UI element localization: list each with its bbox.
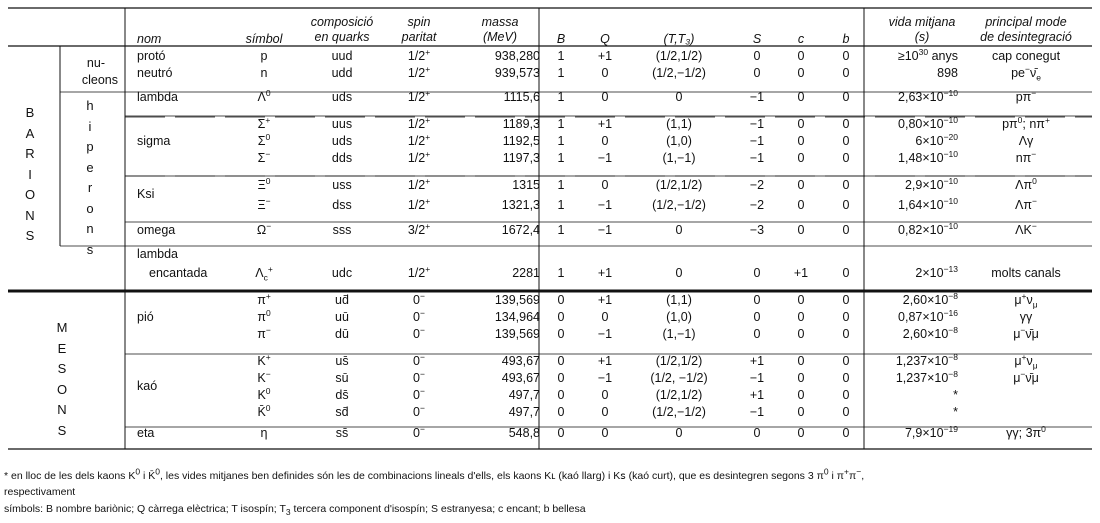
isospin-value: (1/2,1/2) bbox=[655, 354, 703, 368]
bottom-value: 0 bbox=[842, 266, 850, 280]
charge-value: −1 bbox=[597, 371, 613, 385]
decay-mode: Λπ− bbox=[1015, 195, 1037, 212]
isospin-value: (1/2,1/2) bbox=[655, 49, 703, 63]
baryon-number: 1 bbox=[557, 198, 565, 212]
charm-value: 0 bbox=[797, 388, 805, 402]
baryon-number: 1 bbox=[557, 134, 565, 148]
header-simbol: símbol bbox=[245, 32, 283, 46]
isospin-value: (1/2,−1/2) bbox=[652, 198, 706, 212]
header-spin: paritat bbox=[401, 30, 437, 44]
isospin-value: 0 bbox=[675, 223, 683, 237]
decay-mode: pπ− bbox=[1015, 87, 1037, 104]
side-label-mesons: E bbox=[57, 340, 67, 356]
charm-value: 0 bbox=[797, 223, 805, 237]
particle-symbol: η bbox=[260, 426, 268, 440]
bottom-value: 0 bbox=[842, 198, 850, 212]
quark-content: dss bbox=[332, 198, 352, 212]
mass-value: 497,7 bbox=[508, 388, 540, 402]
quark-content: ud̄ bbox=[335, 293, 349, 307]
spin-parity: 0− bbox=[413, 368, 425, 385]
lifetime-value: $0,87\times 10^{-16}$ bbox=[898, 307, 958, 324]
particle-symbol: $\Lambda^0$ bbox=[257, 87, 271, 104]
strangeness-value: 0 bbox=[753, 327, 761, 341]
decay-mode: μ−ν̄μ bbox=[1013, 324, 1039, 341]
side-label-hiperons: e bbox=[86, 159, 94, 175]
particle-symbol: $\Xi^0$ bbox=[257, 175, 271, 192]
header-quarks: composició bbox=[310, 15, 374, 29]
baryon-number: 1 bbox=[557, 151, 565, 165]
header-quarks: en quarks bbox=[314, 30, 370, 44]
mass-value: 497,7 bbox=[508, 405, 540, 419]
particle-symbol: π+ bbox=[257, 290, 271, 307]
strangeness-value: 0 bbox=[753, 310, 761, 324]
lifetime-value: $1,237\times 10^{-8}$ bbox=[895, 368, 958, 385]
side-label-mesons: S bbox=[57, 361, 67, 376]
mass-value: 139,569 bbox=[494, 327, 540, 341]
baryon-number: 1 bbox=[557, 90, 565, 104]
charge-value: +1 bbox=[597, 293, 613, 307]
bottom-value: 0 bbox=[842, 134, 850, 148]
lifetime-value: $0,82\times 10^{-10}$ bbox=[898, 220, 958, 237]
baryon-number: 0 bbox=[557, 371, 565, 385]
isospin-value: (1,1) bbox=[666, 293, 692, 307]
charge-value: +1 bbox=[597, 117, 613, 131]
decay-mode: $\Lambda\pi^0$ bbox=[1015, 175, 1037, 192]
lifetime-value: 898 bbox=[937, 66, 958, 80]
footnote-line: * en lloc de les dels kaons $K^0$ i K̄$^0$, les vides mitjanes ben definides són les de combinacions lineals d'ells, els kaons Kʟ (kaó llarg) i Kꜱ (kaó curt), que es desintegren segons 3 $\pi^0$ i π+π−, bbox=[4, 466, 865, 482]
header-spin: spin bbox=[407, 15, 431, 29]
mass-value: 939,573 bbox=[494, 66, 540, 80]
charm-value: 0 bbox=[797, 371, 805, 385]
spin-parity: 0− bbox=[413, 324, 425, 341]
charm-value: 0 bbox=[797, 117, 805, 131]
spin-parity: 0− bbox=[413, 290, 425, 307]
bottom-value: 0 bbox=[842, 151, 850, 165]
lifetime-value: $2,60\times 10^{-8}$ bbox=[902, 324, 958, 341]
isospin-value: (1,0) bbox=[666, 134, 692, 148]
charge-value: −1 bbox=[597, 198, 613, 212]
spin-parity: 0− bbox=[413, 385, 425, 402]
charge-value: 0 bbox=[601, 178, 609, 192]
side-label-mesons: M bbox=[56, 320, 68, 335]
quark-content: uū bbox=[335, 310, 349, 324]
header-mode: principal mode bbox=[985, 15, 1067, 29]
baryon-number: 1 bbox=[557, 223, 565, 237]
side-label-nucleons: cleons bbox=[81, 73, 118, 87]
baryon-number: 0 bbox=[557, 426, 565, 440]
charm-value: 0 bbox=[797, 134, 805, 148]
quark-content: uds bbox=[331, 134, 353, 148]
isospin-value: (1/2,−1/2) bbox=[652, 66, 706, 80]
spin-parity: 1/2+ bbox=[407, 63, 431, 80]
header-T: (T,T₃) bbox=[663, 32, 695, 46]
lifetime-value: * bbox=[953, 405, 958, 419]
spin-parity: 1/2+ bbox=[407, 263, 431, 280]
decay-mode: γγ; $3\pi^0$ bbox=[1006, 423, 1046, 440]
particle-group-name: omega bbox=[137, 223, 176, 237]
header-S: S bbox=[752, 32, 762, 46]
header-nom: nom bbox=[137, 32, 162, 46]
decay-mode: $pe^-\nū_e$ bbox=[1011, 63, 1041, 83]
strangeness-value: −1 bbox=[749, 405, 765, 419]
quark-content: ds̄ bbox=[335, 388, 349, 402]
particle-symbol: Ξ− bbox=[257, 195, 271, 212]
decay-mode: $\mu^+\nu_\mu$ bbox=[1014, 290, 1038, 310]
strangeness-value: −3 bbox=[749, 223, 765, 237]
decay-mode: cap conegut bbox=[991, 49, 1061, 63]
strangeness-value: −1 bbox=[749, 134, 765, 148]
bottom-value: 0 bbox=[842, 66, 850, 80]
mass-value: 134,964 bbox=[494, 310, 540, 324]
spin-parity: 1/2+ bbox=[407, 175, 431, 192]
charge-value: +1 bbox=[597, 49, 613, 63]
header-vida: (s) bbox=[914, 30, 930, 44]
particle-symbol: π− bbox=[257, 324, 271, 341]
isospin-value: 0 bbox=[675, 426, 683, 440]
isospin-value: 0 bbox=[675, 90, 683, 104]
baryon-number: 1 bbox=[557, 117, 565, 131]
quark-content: uud bbox=[331, 49, 353, 63]
strangeness-value: −1 bbox=[749, 90, 765, 104]
isospin-value: (1/2,1/2) bbox=[655, 388, 703, 402]
lifetime-value: $1,64\times 10^{-10}$ bbox=[898, 195, 958, 212]
spin-parity: 1/2+ bbox=[407, 87, 431, 104]
lifetime-value: $2\times 10^{-13}$ bbox=[915, 263, 958, 280]
header-vida: vida mitjana bbox=[888, 15, 956, 29]
charge-value: −1 bbox=[597, 327, 613, 341]
baryon-number: 0 bbox=[557, 327, 565, 341]
bottom-value: 0 bbox=[842, 49, 850, 63]
particle-group-name: lambda bbox=[137, 90, 178, 104]
header-b: b bbox=[842, 32, 850, 46]
charge-value: −1 bbox=[597, 223, 613, 237]
side-label-hiperons: h bbox=[86, 98, 94, 113]
quark-content: us̄ bbox=[335, 354, 349, 368]
side-label-hiperons: p bbox=[86, 139, 94, 154]
lifetime-value: $7,9\times 10^{-19}$ bbox=[904, 423, 958, 440]
baryon-number: 0 bbox=[557, 388, 565, 402]
strangeness-value: −1 bbox=[749, 117, 765, 131]
mass-value: 493,67 bbox=[501, 371, 540, 385]
baryon-number: 1 bbox=[557, 49, 565, 63]
strangeness-value: 0 bbox=[753, 293, 761, 307]
quark-content: uds bbox=[331, 90, 353, 104]
charm-value: 0 bbox=[797, 293, 805, 307]
lifetime-value: * bbox=[953, 388, 958, 402]
particle-symbol: Ω− bbox=[256, 220, 272, 237]
side-label-hiperons: n bbox=[86, 221, 94, 236]
charm-value: 0 bbox=[797, 426, 805, 440]
particle-group-name: encantada bbox=[149, 266, 208, 280]
mass-value: 493,67 bbox=[501, 354, 540, 368]
isospin-value: (1,1) bbox=[666, 117, 692, 131]
quark-content: uss bbox=[332, 178, 352, 192]
header-massa: (MeV) bbox=[482, 30, 518, 44]
mass-value: 1192,5 bbox=[502, 134, 540, 148]
lifetime-value: $2,9\times 10^{-10}$ bbox=[904, 175, 958, 192]
bottom-value: 0 bbox=[842, 90, 850, 104]
spin-parity: 1/2+ bbox=[407, 114, 431, 131]
side-label-mesons: S bbox=[57, 422, 67, 438]
decay-mode: Λγ bbox=[1018, 134, 1034, 148]
bottom-value: 0 bbox=[842, 426, 850, 440]
particle-symbol: Σ+ bbox=[257, 114, 271, 131]
strangeness-value: 0 bbox=[753, 426, 761, 440]
particle-group-name: Ksi bbox=[137, 187, 155, 201]
decay-mode: molts canals bbox=[991, 266, 1061, 280]
bottom-value: 0 bbox=[842, 223, 850, 237]
particle-group-name: sigma bbox=[137, 134, 171, 148]
mass-value: 1115,6 bbox=[503, 90, 540, 104]
charge-value: 0 bbox=[601, 426, 609, 440]
side-label-barions: R bbox=[25, 146, 35, 161]
side-label-barions: I bbox=[28, 166, 32, 182]
charge-value: −1 bbox=[597, 151, 613, 165]
charm-value: 0 bbox=[797, 49, 805, 63]
mass-value: 1197,3 bbox=[502, 151, 540, 165]
charm-value: +1 bbox=[793, 266, 809, 280]
side-label-hiperons: s bbox=[86, 241, 94, 257]
spin-parity: 1/2+ bbox=[407, 46, 431, 63]
isospin-value: (1/2,1/2) bbox=[655, 178, 703, 192]
charge-value: +1 bbox=[597, 354, 613, 368]
strangeness-value: 0 bbox=[753, 266, 761, 280]
bottom-value: 0 bbox=[842, 354, 850, 368]
mass-value: 1315 bbox=[512, 178, 540, 192]
charge-value: 0 bbox=[601, 134, 609, 148]
charm-value: 0 bbox=[797, 354, 805, 368]
charge-value: 0 bbox=[601, 66, 609, 80]
lifetime-value: $0,80\times 10^{-10}$ bbox=[898, 114, 958, 131]
isospin-value: 0 bbox=[675, 266, 683, 280]
side-label-hiperons: i bbox=[88, 118, 92, 134]
decay-mode: μ−ν̄μ bbox=[1013, 368, 1039, 385]
particle-symbol: K+ bbox=[257, 351, 271, 368]
header-c: c bbox=[797, 32, 805, 46]
strangeness-value: −1 bbox=[749, 371, 765, 385]
mass-value: 1189,3 bbox=[502, 117, 540, 131]
particle-symbol: n bbox=[260, 66, 268, 80]
mass-value: 548,8 bbox=[508, 426, 540, 440]
side-label-barions: N bbox=[25, 207, 35, 223]
side-label-barions: S bbox=[25, 228, 35, 243]
side-label-barions: B bbox=[25, 105, 35, 120]
spin-parity: 0− bbox=[413, 402, 425, 419]
spin-parity: 0− bbox=[413, 423, 425, 440]
mass-value: 139,569 bbox=[494, 293, 540, 307]
particle-symbol: $\pi^0$ bbox=[257, 307, 271, 324]
particle-group-name: kaó bbox=[137, 379, 158, 393]
spin-parity: 0− bbox=[413, 351, 425, 368]
quark-content: udd bbox=[331, 66, 353, 80]
charm-value: 0 bbox=[797, 198, 805, 212]
particle-group-name: protó bbox=[137, 49, 166, 63]
header-massa: massa bbox=[481, 15, 519, 29]
side-label-barions: O bbox=[24, 187, 36, 202]
particle-group-name: lambda bbox=[137, 247, 178, 261]
quark-content: uus bbox=[331, 117, 353, 131]
header-B: B bbox=[556, 32, 566, 46]
decay-mode: nπ− bbox=[1015, 148, 1037, 165]
lifetime-value: $2,63\times 10^{-10}$ bbox=[898, 87, 958, 104]
lifetime-value: $\ge 10^{30}$ anys bbox=[897, 46, 958, 63]
strangeness-value: 0 bbox=[753, 66, 761, 80]
footnote-line: respectivament bbox=[4, 486, 76, 498]
bottom-value: 0 bbox=[842, 117, 850, 131]
bottom-value: 0 bbox=[842, 405, 850, 419]
header-Q: Q bbox=[600, 32, 610, 46]
spin-parity: 1/2+ bbox=[407, 195, 431, 212]
particle-symbol: Σ− bbox=[257, 148, 271, 165]
charm-value: 0 bbox=[797, 90, 805, 104]
baryon-number: 0 bbox=[557, 310, 565, 324]
charge-value: 0 bbox=[601, 90, 609, 104]
strangeness-value: −2 bbox=[749, 198, 765, 212]
isospin-value: (1,−1) bbox=[662, 151, 696, 165]
particle-group-name: neutró bbox=[137, 66, 173, 80]
isospin-value: (1,0) bbox=[666, 310, 692, 324]
bottom-value: 0 bbox=[842, 310, 850, 324]
mass-value: 2281 bbox=[512, 266, 540, 280]
side-label-mesons: O bbox=[56, 381, 68, 397]
side-label-hiperons: o bbox=[86, 200, 94, 216]
lifetime-value: $2,60\times 10^{-8}$ bbox=[902, 290, 958, 307]
quark-content: sss bbox=[332, 223, 352, 237]
mass-value: 1321,3 bbox=[501, 198, 540, 212]
lifetime-value: $1,48\times 10^{-10}$ bbox=[898, 148, 958, 165]
footnote-line: símbols: B nombre bariònic; Q càrrega elèctrica; T isospín; $T_3$ tercera component d'isospín; S estranyesa; c encant; b bellesa bbox=[4, 503, 586, 518]
baryon-number: 0 bbox=[557, 293, 565, 307]
charm-value: 0 bbox=[797, 310, 805, 324]
header-mode: de desintegració bbox=[980, 30, 1072, 44]
particle-symbol: p bbox=[260, 49, 268, 63]
isospin-value: (1/2, −1/2) bbox=[650, 371, 708, 385]
isospin-value: (1/2,−1/2) bbox=[652, 405, 706, 419]
quark-content: dds bbox=[331, 151, 353, 165]
decay-mode: $\mu^+\nu_\mu$ bbox=[1014, 351, 1038, 371]
side-label-barions: A bbox=[25, 125, 35, 141]
side-label-hiperons: r bbox=[87, 180, 93, 195]
baryon-number: 0 bbox=[557, 354, 565, 368]
charm-value: 0 bbox=[797, 178, 805, 192]
baryon-number: 1 bbox=[557, 66, 565, 80]
quark-content: ss̄ bbox=[335, 426, 349, 440]
isospin-value: (1,−1) bbox=[662, 327, 696, 341]
baryon-number: 0 bbox=[557, 405, 565, 419]
strangeness-value: −2 bbox=[749, 178, 765, 192]
quark-content: sd̄ bbox=[335, 405, 349, 419]
strangeness-value: +1 bbox=[749, 354, 765, 368]
strangeness-value: +1 bbox=[749, 388, 765, 402]
charge-value: +1 bbox=[597, 266, 613, 280]
particle-symbol: K− bbox=[257, 368, 271, 385]
mass-value: 1672,4 bbox=[501, 223, 540, 237]
bottom-value: 0 bbox=[842, 371, 850, 385]
spin-parity: 3/2+ bbox=[407, 220, 431, 237]
spin-parity: 1/2+ bbox=[407, 148, 431, 165]
side-label-mesons: N bbox=[57, 402, 67, 417]
lifetime-value: $6\times 10^{-20}$ bbox=[915, 131, 958, 148]
bottom-value: 0 bbox=[842, 327, 850, 341]
particle-symbol: $K^0$ bbox=[257, 385, 271, 402]
quark-content: dū bbox=[335, 327, 349, 341]
lifetime-value: $1,237\times 10^{-8}$ bbox=[895, 351, 958, 368]
decay-mode: γγ bbox=[1019, 310, 1033, 324]
particle-symbol: $\Lambda_c^+$ bbox=[255, 263, 273, 283]
spin-parity: 0− bbox=[413, 307, 425, 324]
quark-content: sū bbox=[335, 371, 349, 385]
mass-value: 938,280 bbox=[494, 49, 540, 63]
charm-value: 0 bbox=[797, 66, 805, 80]
particle-symbol: $\Sigma^0$ bbox=[257, 131, 271, 148]
charm-value: 0 bbox=[797, 151, 805, 165]
charge-value: 0 bbox=[601, 310, 609, 324]
charm-value: 0 bbox=[797, 327, 805, 341]
baryon-number: 1 bbox=[557, 266, 565, 280]
spin-parity: 1/2+ bbox=[407, 131, 431, 148]
bottom-value: 0 bbox=[842, 388, 850, 402]
baryon-number: 1 bbox=[557, 178, 565, 192]
charge-value: 0 bbox=[601, 388, 609, 402]
bottom-value: 0 bbox=[842, 293, 850, 307]
strangeness-value: 0 bbox=[753, 49, 761, 63]
quark-content: udc bbox=[331, 266, 353, 280]
decay-mode: $p\pi^0$; nπ+ bbox=[1002, 114, 1050, 131]
side-label-nucleons: nu- bbox=[86, 56, 105, 70]
particle-group-name: pió bbox=[137, 310, 154, 324]
particle-group-name: eta bbox=[137, 426, 155, 440]
decay-mode: ΛK− bbox=[1015, 220, 1037, 237]
bottom-value: 0 bbox=[842, 178, 850, 192]
charm-value: 0 bbox=[797, 405, 805, 419]
strangeness-value: −1 bbox=[749, 151, 765, 165]
charge-value: 0 bbox=[601, 405, 609, 419]
particle-symbol: K̄$^0$ bbox=[257, 402, 271, 419]
